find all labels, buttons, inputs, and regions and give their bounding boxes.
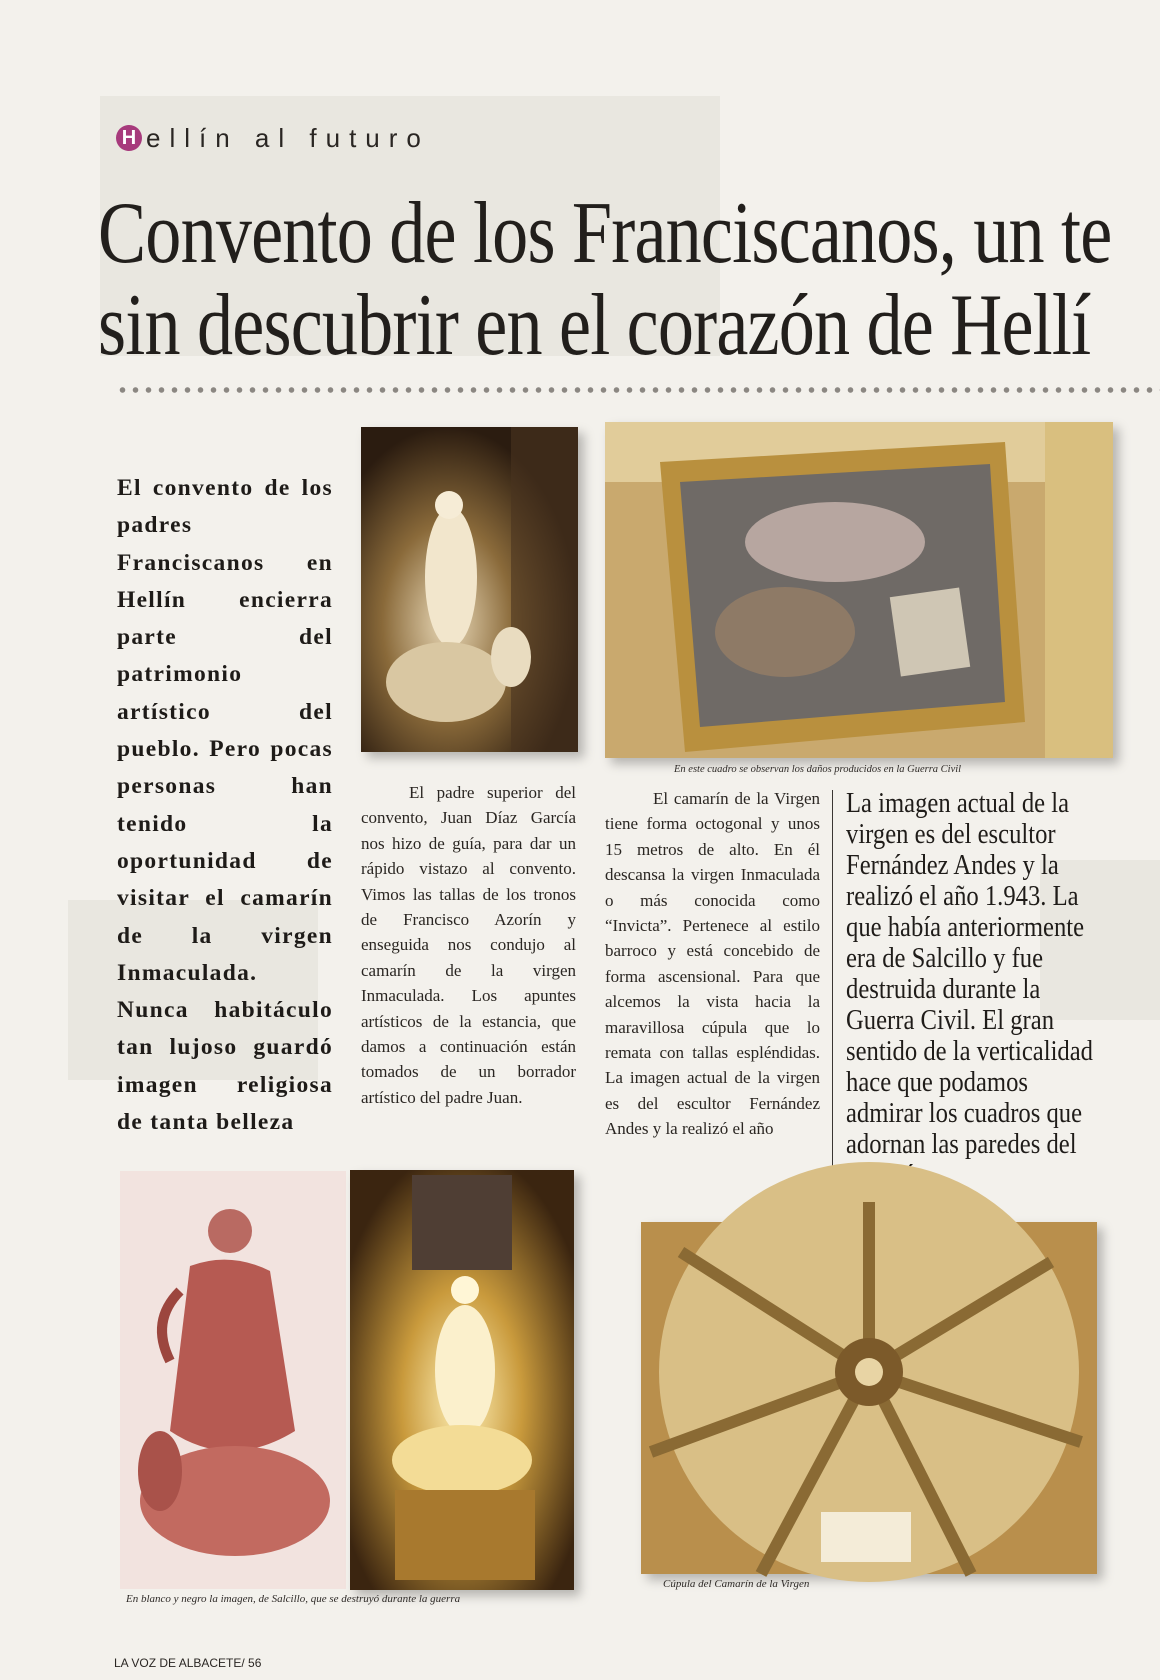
page-footer: LA VOZ DE ALBACETE/ 56: [114, 1656, 262, 1670]
body-column-2: El camarín de la Virgen tiene forma octogonal y unos 15 metros de alto. En él descansa la virgen Inmaculada o más conocida como “Invicta”. Pertenece al estilo barroco y está concebido de forma ascensional. Para que alcemos la vista hacia la maravillosa cúpula que lo remata con tallas espléndidas. La imagen actual de la virgen es del escultor Fernández Andes y la realizó el año: [605, 789, 820, 1139]
statue-photo: [361, 427, 578, 752]
headline-line-2: sin descubrir en el corazón de Hellí: [98, 277, 1091, 374]
headline-line-1: Convento de los Franciscanos, un te: [98, 185, 1112, 282]
altar-photo-image: [350, 1170, 574, 1590]
body-column-1: El padre superior del convento, Juan Díaz García nos hizo de guía, para dar un rápido vistazo al convento. Vimos las tallas de los tronos de Francisco Azorín y enseguida nos condujo al camarín de la virgen Inmaculada. Los apuntes artísticos de la estancia, que damos a continuación están tomados de un borrador artístico del padre Juan.: [361, 783, 576, 1107]
painting-photo-image: [605, 422, 1113, 758]
section-label-text: ellín al futuro: [146, 122, 430, 153]
dome-photo-image: [641, 1222, 1097, 1574]
salcillo-caption: En blanco y negro la imagen, de Salcillo, que se destruyó durante la guerra: [126, 1593, 461, 1605]
section-label: [116, 118, 430, 158]
dome-photo: [641, 1222, 1097, 1574]
altar-photo: [350, 1170, 574, 1590]
dome-caption: Cúpula del Camarín de la Virgen: [663, 1578, 810, 1590]
column-rule: [832, 790, 833, 1208]
pull-quote: La imagen actual de la virgen es del escultor Fernández Andes y la realizó el año 1.943. La que había anteriormente era de Salcillo y fue destruida durante la Guerra Civil. El gran sentido de la verticalidad hace que podamos admirar los cuadros que adornan las paredes del: [846, 788, 1093, 1160]
headline: [98, 185, 1112, 374]
section-h-badge: H: [116, 125, 142, 151]
painting-photo: [605, 422, 1113, 758]
statue-photo-image: [361, 427, 578, 752]
salcillo-statue-photo: [120, 1171, 346, 1589]
dotted-divider: [116, 386, 1160, 394]
salcillo-statue-image: [120, 1171, 346, 1589]
painting-caption: En este cuadro se observan los daños producidos en la Guerra Civil: [674, 764, 962, 775]
lead-paragraph: El convento de los padres Franciscanos en Hellín encierra parte del patrimonio artístico del pueblo. Pero pocas personas han tenido la oportunidad de visitar el camarín de la virgen Inmaculada. Nunca habitáculo tan lujoso guardó imagen religiosa de tanta belleza: [117, 475, 333, 1136]
